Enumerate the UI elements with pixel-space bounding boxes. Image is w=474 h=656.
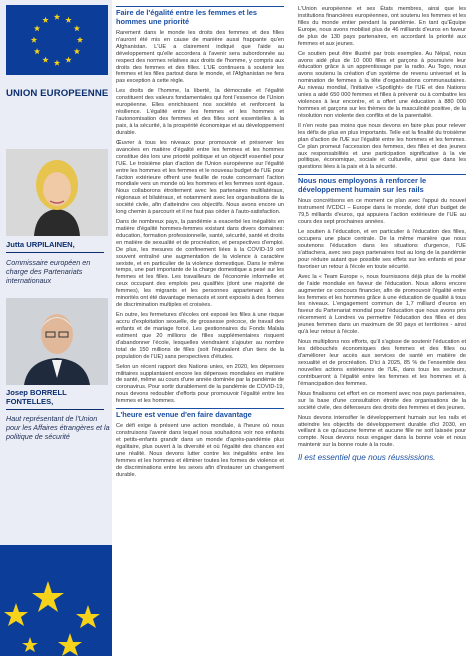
section-heading: Nous nous employons à renforcer le développement humain sur les rails xyxy=(298,174,466,194)
paragraph: Ce soutien peut être illustré par trois exemples. Au Népal, nous avons aidé plus de 10 000 filles et garçons à poursuivre leur éducation grâce à un apprentissage par la radio. Au Togo, nous avons soutenu la création d'un système de revenu universel et la nomination de femmes à la tête d'organisations communautaires. Au niveau mondial, l'initiative «Spotlight» de l'UE et des Nations unies a aidé 650 000 femmes et filles à prévenir ou à combattre les violences à leur encontre, et a offert une éducation à 880 000 hommes et garçons sur les thèmes de la masculinité positive, de la résolution non violente des conflits et de la parentalité. xyxy=(298,50,466,119)
paragraph: Les droits de l'homme, la liberté, la démocratie et l'égalité constituent des valeurs fondamentales qui font l'essence de l'Union européenne. Elles enrichissent nos sociétés et renforcent la résilience. L'égalité entre les femmes et les hommes et l'autonomisation des femmes et des filles sont essentielles à la paix, à la sécurité, à la prospérité économique et au développement durable. xyxy=(116,88,284,136)
paragraph: Selon un récent rapport des Nations unies, en 2020, les dépenses militaires supplantaient encore les dépenses mondiales en matière de santé, même au cours d'une année dominée par la pandémie de coronavirus. Pour sortir durablement de la pandémie de COVID-19, nous devons redoubler d'efforts pour promouvoir l'égalité entre les femmes et les hommes. xyxy=(116,363,284,405)
paragraph: Nous finalisons cet effort en ce moment avec nos pays partenaires, sur la base d'une consultation étroite des organisations de la société civile, des défenseurs des droits des femmes et des jeunes. xyxy=(298,390,466,411)
divider xyxy=(6,409,104,410)
paragraph: L'Union européenne et ses États membres, ainsi que les institutions financières européennes, ont soutenu les femmes et les filles du monde entier pendant la pandémie. En tant qu'Équipe Europe, nous avons mobilisé plus de 46 milliards d'euros en faveur de plus de 130 pays partenaires, en accordant la priorité aux femmes et aux jeunes. xyxy=(298,6,466,47)
paragraph: Le soutien à l'éducation, et en particulier à l'éducation des filles, occupera une place centrale. De la même manière que nous soutenons l'éducation dans les situations d'urgence, l'UE s'attachera, avec ses pays partenaires tout au long de la pandémie pour réduire autant que possible ses effets sur les enfants et pour favoriser un retour à l'école en toute sécurité. xyxy=(298,229,466,270)
stars-decoration-icon xyxy=(0,545,112,656)
paragraph: Avec la « Team Europe », nous fournissons déjà plus de la moitié de l'aide mondiale en faveur de l'éducation. Nous allons encore augmenter ce concours financier, afin de promouvoir l'égalité entre les femmes et les hommes grâce à une éducation de qualité à tous les niveaux. L'engagement commun de 1,7 milliard d'euros en faveur du Partenariat mondial pour l'éducation que nous avons pris récemment à Londres va permettre l'éducation des filles et des jeunes femmes dans un maximum de 90 pays et territoires - ainsi qu'à leur retour à l'école. xyxy=(298,273,466,336)
paragraph: Nous multiplions nos efforts, qu'il s'agisse de soutenir l'éducation et les débouchés économiques des femmes et des filles ou d'améliorer leur accès aux services de santé en matière de sexualité et de procréation. D'ici à 2025, 85 % de l'ensemble des nouvelles actions extérieures de l'UE, dans tous les secteurs, contribueront à l'égalité entre les femmes et les hommes et à l'émancipation des femmes. xyxy=(298,339,466,387)
org-label: UNION EUROPEENNE xyxy=(6,88,109,99)
person-role: Haut représentant de l'Union pour les Affaires étrangères et la politique de sécurité xyxy=(6,414,110,441)
portrait-photo xyxy=(6,149,108,236)
divider xyxy=(6,252,104,253)
paragraph: Ce défi exige à présent une action mondiale, à l'heure où nous construisons l'avenir dans lequel nous souhaitons voir nos enfants et petits-enfants grandir dans un monde d'après-pandémie plus égalitaire, plus ouvert à la diversité et où l'égalité des chances est une réalité. Nous devons lutter contre les inégalités entre les femmes et les hommes et éliminer toutes les formes de violence et de discriminations entre les sexes afin d'instaurer un changement durable. xyxy=(116,423,284,478)
person-name: Josep BORRELL FONTELLES, xyxy=(6,388,67,406)
closing-statement: Il est essentiel que nous réussissions. xyxy=(298,453,436,463)
paragraph: Nous concrétisons en ce moment ce plan avec l'appui du nouvel instrument IVCDCI – Europe dans le monde, doté d'un budget de 79,5 milliards d'euros, qui appuiera l'action extérieure de l'UE au cours des sept prochaines années. xyxy=(298,198,466,226)
article-column-left xyxy=(116,6,284,482)
paragraph: Nous devons intensifier le développement humain sur les rails et atteindre les objectifs de développement durable d'ici 2030, en veillant à ce qu'aucune femme et aucune fille ne soit laissée pour compte. Nous devons nous engager dans la bonne voie et nous maintenir sur la bonne route à la route. xyxy=(298,414,466,449)
section-heading: Faire de l'égalité entre les femmes et les hommes une priorité xyxy=(116,6,284,26)
paragraph: Il n'en reste pas moins que nous devons en faire plus pour relever les défis de plus en plus importants. Telle est la finalité du troisième plan d'action de l'UE sur l'égalité entre les hommes et les femmes. Ce plan promeut l'accession des femmes, des filles et des jeunes aux responsabilités et une participation significative à la vie politique, économique, sociale et culturelle, ainsi que dans les questions liées à la paix et à la sécurité. xyxy=(298,122,466,171)
paragraph: Œuvrer à tous les niveaux pour promouvoir et préserver les avancées en matière d'égalité entre les femmes et les hommes constitue dès lors une priorité politique et un objectif essentiel pour l'UE. Le troisième plan d'action de l'Union européenne sur l'égalité entre les hommes et les femmes et le nouveau budget de l'UE pour l'action extérieure offrent une feuille de route concernant l'action mondiale vers un monde où les hommes et les femmes sont égaux. Nous collaborons étroitement avec les partenaires multilatéraux, régionaux et bilatéraux, et notamment avec les organisations de la société civile, afin d'atteindre ces objectifs. Nous avons encore un long chemin à parcourir et il ne faut pas céder à l'auto-satisfaction. xyxy=(116,139,284,216)
section-heading: L'heure est venue d'en faire davantage xyxy=(116,408,284,419)
sidebar xyxy=(0,0,112,656)
eu-flag-icon xyxy=(6,5,108,75)
person-role: Commissaire européen en charge des Partenariats internationaux xyxy=(6,258,91,285)
paragraph: Dans de nombreux pays, la pandémie a exacerbé les inégalités en matière d'égalité hommes-femmes existant dans divers domaines: éducation, formation professionnelle, santé, sécurité, santé et droits en matière de sexualité et de procréation, et perspectives d'emploi. De plus, les mesures de confinement liées à la COVID-19 ont souvent entraîné une augmentation de la violence à caractère sexiste, et en particulier de la violence domestique. Dans le même temps, une part importante de la charge domestique a pesé sur les femmes et les filles. Les travailleurs de l'économie informelle et ceux occupant des emplois peu qualifiés (dont une majorité de femmes), les migrants et les personnes appartenant à des minorités ont été davantage menacés et sont exposés à des formes de discrimination multiples et croisées. xyxy=(116,219,284,308)
article-column-right xyxy=(298,6,466,463)
paragraph: Rarement dans le monde les droits des femmes et des filles n'auront été mis en cause de manière aussi frappante qu'en Afghanistan. L'UE a clairement indiqué que l'aide au développement qu'elle accordera à l'avenir sera subordonnée au respect des normes relatives aux droits de l'homme, y compris aux droits des femmes et des filles. L'UE continuera à soutenir les femmes et les filles partout dans le monde, et l'Afghanistan ne fera pas exception à cette règle. xyxy=(116,30,284,85)
paragraph: En outre, les fermetures d'écoles ont exposé les filles à une risque accru d'exploitation sexuelle, de grossesse précoce, de travail des enfants et de mariage forcé. Les gestionnaires du Fonds Malala estiment que 20 millions de filles supplémentaires risquent d'abandonner l'école, lesquelles viendraient s'ajouter au nombre total de 150 millions de filles (soit l'équivalent d'un tiers de la population de l'UE) sans perspectives d'études. xyxy=(116,312,284,360)
person-name: Jutta URPILAINEN, xyxy=(6,240,75,249)
portrait-photo xyxy=(6,298,108,385)
